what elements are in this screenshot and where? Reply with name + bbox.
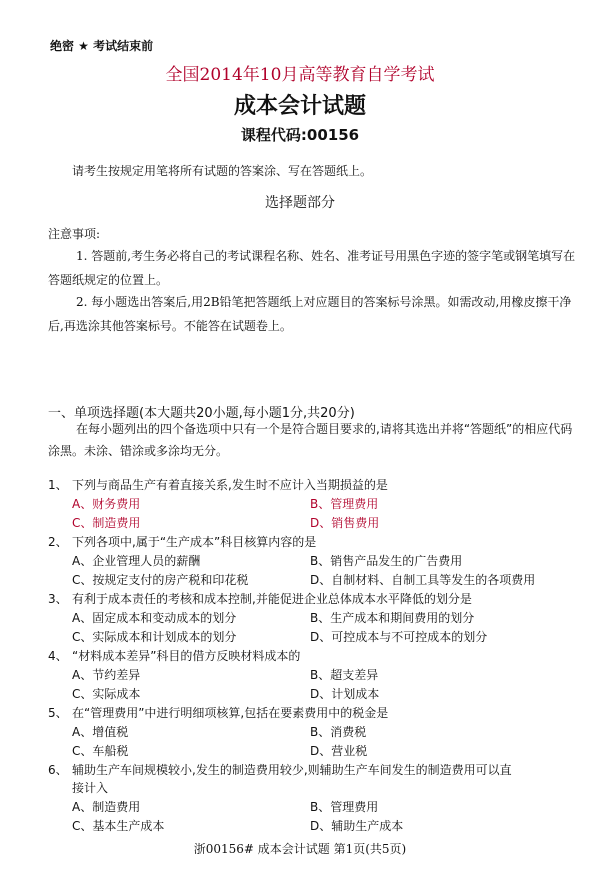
course-code: 课程代码:00156: [240, 126, 360, 144]
option-c: C、制造费用: [72, 516, 141, 530]
question-number: 2、: [48, 535, 68, 549]
option-d: D、计划成本: [310, 687, 380, 701]
option-c: C、基本生产成本: [72, 819, 165, 833]
option-a: A、企业管理人员的薪酬: [72, 554, 201, 568]
option-a: A、增值税: [72, 725, 129, 739]
option-b: B、超支差异: [310, 668, 379, 682]
instruction: 请考生按规定用笔将所有试题的答案涂、写在答题纸上。: [72, 164, 373, 178]
question-text: 在“管理费用”中进行明细项核算,包括在要素费用中的税金是: [72, 706, 389, 720]
question-text: 下列与商品生产有着直接关系,发生时不应计入当期损益的是: [72, 478, 388, 492]
option-d: D、营业税: [310, 744, 368, 758]
option-c: C、按规定支付的房产税和印花税: [72, 573, 249, 587]
option-a: A、固定成本和变动成本的划分: [72, 611, 237, 625]
question-text-continued: 接计入: [72, 781, 109, 795]
option-d: D、辅助生产成本: [310, 819, 404, 833]
question-text: “材料成本差异”科目的借方反映材料成本的: [72, 649, 301, 663]
question-number: 6、: [48, 763, 68, 777]
option-d: D、销售费用: [310, 516, 380, 530]
option-c: C、实际成本: [72, 687, 141, 701]
option-b: B、管理费用: [310, 497, 379, 511]
question-number: 3、: [48, 592, 68, 606]
notes-heading: 注意事项:: [48, 227, 101, 241]
section-title: 选择题部分: [265, 195, 335, 211]
option-b: B、销售产品发生的广告费用: [310, 554, 463, 568]
note-2: 2. 每小题选出答案后,用2B铅笔把答题纸上对应题目的答案标号涂黑。如需改动,用橡皮擦干净后,再选涂其他答案标号。不能答在试题卷上。: [48, 295, 572, 333]
question-text: 有利于成本责任的考核和成本控制,并能促进企业总体成本水平降低的划分是: [72, 592, 472, 606]
subject-title: 成本会计试题: [233, 94, 366, 119]
question-text: 辅助生产车间规模较小,发生的制造费用较少,则辅助生产车间发生的制造费用可以直: [72, 763, 512, 777]
exam-title: 全国2014年10月高等教育自学考试: [165, 65, 435, 85]
option-b: B、生产成本和期间费用的划分: [310, 611, 475, 625]
option-d: D、可控成本与不可控成本的划分: [310, 630, 488, 644]
question-number: 5、: [48, 706, 68, 720]
question-number: 4、: [48, 649, 68, 663]
secret-mark: 绝密 ★ 考试结束前: [50, 39, 154, 53]
option-a: A、制造费用: [72, 800, 141, 814]
question-text: 下列各项中,属于“生产成本”科目核算内容的是: [72, 535, 317, 549]
option-c: C、车船税: [72, 744, 129, 758]
option-b: B、管理费用: [310, 800, 379, 814]
part-intro: 在每小题列出的四个备选项中只有一个是符合题目要求的,请将其选出并将“答题纸”的相应代码涂黑。未涂、错涂或多涂均无分。: [48, 422, 573, 458]
page-footer: 浙00156# 成本会计试题 第1页(共5页): [193, 842, 407, 856]
question-number: 1、: [48, 478, 68, 492]
note-1: 1. 答题前,考生务必将自己的考试课程名称、姓名、准考证号用黑色字迹的签字笔或钢笔填写在答题纸规定的位置上。: [48, 249, 576, 287]
option-a: A、财务费用: [72, 497, 141, 511]
part-heading: 一、单项选择题(本大题共20小题,每小题1分,共20分): [48, 406, 355, 421]
option-a: A、节约差异: [72, 668, 141, 682]
option-b: B、消费税: [310, 725, 367, 739]
option-c: C、实际成本和计划成本的划分: [72, 630, 237, 644]
option-d: D、自制材料、自制工具等发生的各项费用: [310, 573, 536, 587]
